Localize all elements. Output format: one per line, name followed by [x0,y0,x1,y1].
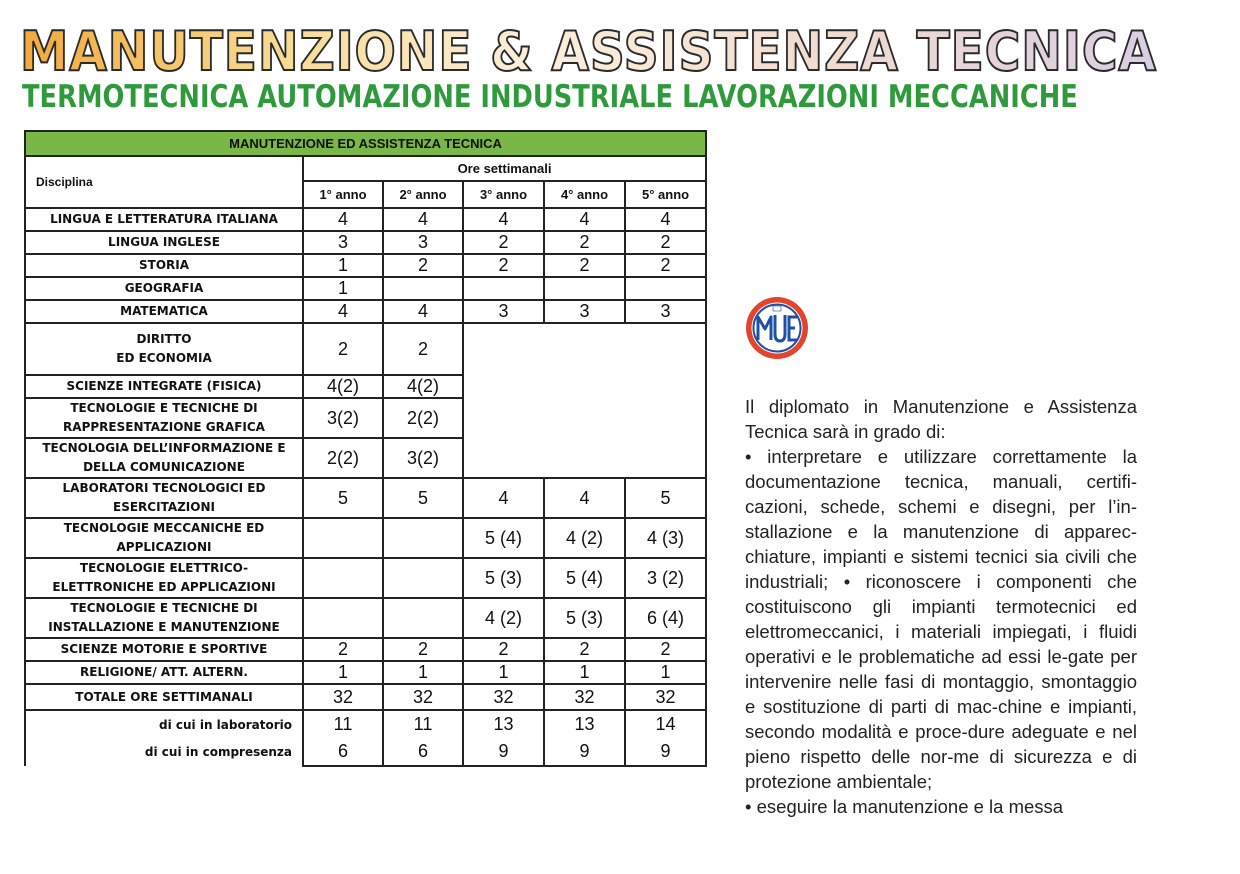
hours-cell: 3 [303,231,383,254]
subject-name: SCIENZE INTEGRATE (FISICA) [25,375,303,398]
hours-column-header: Ore settimanali [303,156,706,181]
hours-cell: 4 (2) [544,518,625,558]
hours-cell: 2 [544,231,625,254]
year-header: 3° anno [463,181,544,208]
hours-cell: 2 [303,638,383,661]
copresence-label: di cui in compresenza [144,744,292,759]
hours-cell: 3(2) [303,398,383,438]
lab-hours-cell [303,710,383,766]
lab-hours: 11 [333,714,353,734]
hours-cell: 1 [303,277,383,300]
subject-name: TECNOLOGIE MECCANICHE ED APPLICAZIONI [25,518,303,558]
total-cell: 32 [544,684,625,710]
hours-cell [303,598,383,638]
hours-cell: 2 [303,323,383,375]
table-row [25,323,706,375]
hours-cell: 5 [303,478,383,518]
subject-name: TECNOLOGIE E TECNICHE DI RAPPRESENTAZIONE GRAFICA [25,398,303,438]
lab-hours-cell [544,710,625,766]
lab-label: di cui in laboratorio [159,717,292,732]
hours-cell [383,277,463,300]
hours-cell: 4 [383,300,463,323]
hours-cell: 5 (4) [463,518,544,558]
hours-cell: 4 [463,208,544,231]
hours-cell: 3 [625,300,706,323]
copresence-hours: 9 [660,741,671,761]
hours-cell: 2 [463,231,544,254]
lab-hours: 13 [493,714,514,734]
table-row [25,277,706,300]
curriculum-table [24,130,707,767]
hours-cell: 4 [383,208,463,231]
hours-cell [544,277,625,300]
hours-cell: 4(2) [303,375,383,398]
table-row [25,598,706,638]
subject-column-header: Disciplina [25,156,303,208]
total-label: TOTALE ORE SETTIMANALI [25,684,303,710]
table-row [25,558,706,598]
lab-hours: 11 [413,714,433,734]
hours-cell: 2 [625,231,706,254]
school-logo [744,295,810,361]
hours-cell [383,598,463,638]
hours-cell: 1 [303,254,383,277]
page-subtitle: TERMOTECNICA AUTOMAZIONE INDUSTRIALE LAVORAZIONI MECCANICHE [22,79,1078,115]
hours-cell [625,277,706,300]
lab-hours: 13 [574,714,595,734]
copresence-hours: 9 [498,741,509,761]
lab-hours-cell [463,710,544,766]
table-row [25,300,706,323]
hours-cell: 1 [303,661,383,684]
total-cell: 32 [383,684,463,710]
hours-cell: 4 [303,208,383,231]
hours-cell [383,518,463,558]
hours-cell: 3 [463,300,544,323]
total-cell: 32 [463,684,544,710]
hours-cell: 3 [383,231,463,254]
subject-name: SCIENZE MOTORIE E SPORTIVE [25,638,303,661]
table-caption: MANUTENZIONE ED ASSISTENZA TECNICA [25,131,706,156]
table-row [25,518,706,558]
hours-cell: 1 [463,661,544,684]
hours-cell: 5 (3) [463,558,544,598]
hours-cell: 4 [625,208,706,231]
hours-cell: 4 (2) [463,598,544,638]
hours-cell [463,277,544,300]
lab-hours-cell [383,710,463,766]
hours-cell: 4 [544,478,625,518]
total-cell: 32 [625,684,706,710]
table-row [25,478,706,518]
hours-cell [303,558,383,598]
hours-cell: 6 (4) [625,598,706,638]
total-row [25,684,706,710]
lab-row [25,710,706,766]
hours-cell [303,518,383,558]
lab-hours-cell [625,710,706,766]
hours-cell: 4 [544,208,625,231]
hours-cell: 2 [383,638,463,661]
year-header: 5° anno [625,181,706,208]
hours-cell: 1 [625,661,706,684]
subject-name: LINGUA INGLESE [25,231,303,254]
hours-cell: 1 [383,661,463,684]
subject-name: TECNOLOGIE ELETTRICO- ELETTRONICHE ED APPLICAZIONI [25,558,303,598]
hours-cell: 5 [625,478,706,518]
hours-cell: 2 [625,254,706,277]
year-header: 4° anno [544,181,625,208]
hours-cell: 3 (2) [625,558,706,598]
hours-cell: 2 [544,254,625,277]
copresence-hours: 9 [579,741,590,761]
hours-cell [383,558,463,598]
copresence-hours: 6 [337,741,348,761]
subject-name: RELIGIONE/ ATT. ALTERN. [25,661,303,684]
table-row [25,231,706,254]
subject-name: GEOGRAFIA [25,277,303,300]
hours-cell: 2 [544,638,625,661]
table-row [25,661,706,684]
lab-labels [25,710,303,766]
subject-name: LINGUA E LETTERATURA ITALIANA [25,208,303,231]
hours-cell: 4 [303,300,383,323]
hours-cell: 2 [383,323,463,375]
year-header: 1° anno [303,181,383,208]
hours-cell: 2 [625,638,706,661]
subject-name: LABORATORI TECNOLOGICI ED ESERCITAZIONI [25,478,303,518]
hours-cell: 3 [544,300,625,323]
hours-cell: 2 [463,254,544,277]
subject-name: STORIA [25,254,303,277]
hours-cell: 1 [544,661,625,684]
page-title: MANUTENZIONE & ASSISTENZA TECNICA [20,20,1157,83]
hours-cell: 4 [463,478,544,518]
course-description: Il diplomato in Manutenzione e Assistenza Tecnica sarà in grado di: • interpretare e utilizzare correttamente la documentazione tecnica, manuali, certifi-cazioni, schede, schemi e disegni, per l’in-stallazione e la manutenzione di apparec-chiature, impianti e sistemi tecnici sia civili che industriali; • riconoscere i componenti che costituiscono gli impianti termotecnici ed elettromeccanici, i materiali impiegati, i fluidi operativi e le problematiche ad essi le-gate per intervenire nelle fasi di montaggio, smontaggio e sostituzione di parti di mac-chine e impianti, secondo modalità e proce-dure adeguate e nel pieno rispetto delle nor-me di sicurezza e di protezione ambientale; • eseguire la manutenzione e la messa [745,396,1137,817]
hours-cell: 5 (3) [544,598,625,638]
hours-cell: 2(2) [383,398,463,438]
hours-cell: 2 [383,254,463,277]
hours-cell: 5 [383,478,463,518]
table-row [25,208,706,231]
hours-cell: 4 (3) [625,518,706,558]
subject-name: TECNOLOGIA DELL’INFORMAZIONE E DELLA COMUNICAZIONE [25,438,303,478]
copresence-hours: 6 [417,741,428,761]
hours-cell: 2 [463,638,544,661]
hours-cell: 5 (4) [544,558,625,598]
hours-cell: 2(2) [303,438,383,478]
subject-name: MATEMATICA [25,300,303,323]
table-row [25,638,706,661]
lab-hours: 14 [655,714,676,734]
subject-name: DIRITTO ED ECONOMIA [25,323,303,375]
subject-name: TECNOLOGIE E TECNICHE DI INSTALLAZIONE E MANUTENZIONE [25,598,303,638]
hours-cell: 4(2) [383,375,463,398]
table-row [25,254,706,277]
year-header: 2° anno [383,181,463,208]
total-cell: 32 [303,684,383,710]
hours-cell: 3(2) [383,438,463,478]
empty-block-cell [463,323,706,478]
